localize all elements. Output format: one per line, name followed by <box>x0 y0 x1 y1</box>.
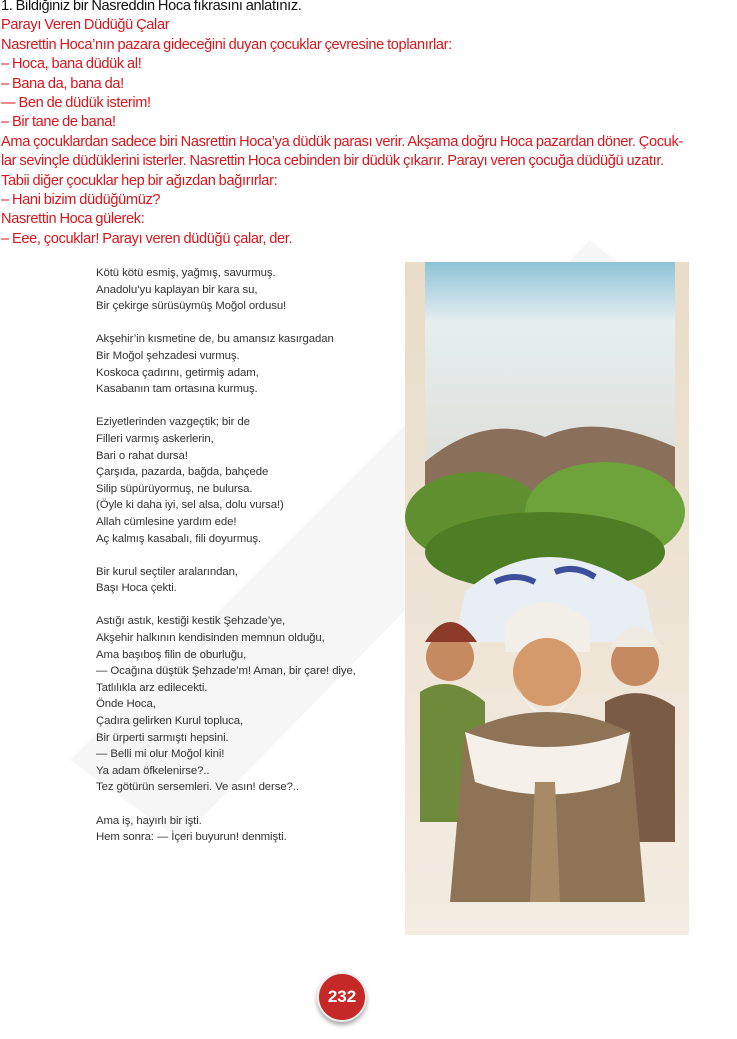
story-line: – Hoca, bana düdük al! <box>1 56 142 73</box>
poem-line: Silip süpürüyormuş, ne bulursa. <box>96 482 253 495</box>
poem-line: Akşehir halkının kendisinden memnun olduğu, <box>96 632 325 645</box>
poem-line: (Öyle ki daha iyi, sel alsa, dolu vursa!) <box>96 499 284 512</box>
poem <box>96 265 356 846</box>
poem-line: Bir kurul seçtiler aralarından, <box>96 565 238 578</box>
poem-line: — Ocağına düştük Şehzade’m! Aman, bir çare! diye, <box>96 665 356 678</box>
poem-line: Önde Hoca, <box>96 698 156 711</box>
story-line: – Eee, çocuklar! Parayı veren düdüğü çalar, der. <box>1 230 293 247</box>
poem-line: — Belli mi olur Moğol kini! <box>96 748 225 761</box>
poem-line: Allah cümlesine yardım ede! <box>96 515 237 528</box>
poem-line: Bir ürperti sarmıştı hepsini. <box>96 731 229 744</box>
poem-line: Ama iş, hayırlı bir işti. <box>96 814 202 827</box>
story-line: Tabii diğer çocuklar hep bir ağızdan bağırırlar: <box>1 172 278 189</box>
poem-line: Çarşıda, pazarda, bağda, bahçede <box>96 466 269 479</box>
stanza-gap <box>96 796 356 813</box>
poem-line: Bir çekirge sürüsüymüş Moğol ordusu! <box>96 300 287 313</box>
nasreddin-hoca-illustration <box>405 262 689 935</box>
poem-line: Hem sonra: — İçeri buyurun! denmişti. <box>96 831 287 844</box>
poem-line: Anadolu’yu kaplayan bir kara su, <box>96 283 258 296</box>
story-block <box>1 0 737 249</box>
poem-line: Ama başıboş filin de oburluğu, <box>96 648 247 661</box>
story-title: Parayı Veren Düdüğü Çalar <box>1 17 170 34</box>
poem-line: Kasabanın tam ortasına kurmuş. <box>96 383 258 396</box>
stanza-gap <box>96 547 356 564</box>
page-number-badge: 232 <box>317 972 367 1022</box>
stanza-gap <box>96 315 356 332</box>
poem-line: Kötü kötü esmiş, yağmış, savurmuş. <box>96 267 276 279</box>
story-line: – Hani bizim düdüğümüz? <box>1 192 161 209</box>
poem-line: Akşehir’in kısmetine de, bu amansız kasırgadan <box>96 333 334 346</box>
stanza-gap <box>96 597 356 614</box>
story-line: Ama çocuklardan sadece biri Nasrettin Hoca’ya düdük parası verir. Akşama doğru Hoca pazardan döner. Çocuk- <box>1 133 683 150</box>
story-line: – Bana da, bana da! <box>1 75 124 92</box>
poem-line: Eziyetlerinden vazgeçtik; bir de <box>96 416 250 429</box>
stanza-gap <box>96 398 356 415</box>
poem-line: Ya adam öfkelenirse?.. <box>96 764 210 777</box>
poem-line: Bari o rahat dursa! <box>96 449 188 462</box>
story-line: Nasrettin Hoca’nın pazara gideceğini duyan çocuklar çevresine toplanırlar: <box>1 36 452 53</box>
poem-line: Astığı astık, kestiği kestik Şehzade’ye, <box>96 615 286 628</box>
poem-line: Tatlılıkla arz edilecekti. <box>96 681 208 694</box>
poem-line: Filleri varmış askerlerin, <box>96 432 214 445</box>
question-heading: 1. Bildiğiniz bir Nasreddin Hoca fıkrasını anlatınız. <box>1 0 302 14</box>
poem-line: Aç kalmış kasabalı, fili doyurmuş. <box>96 532 261 545</box>
poem-line: Başı Hoca çekti. <box>96 582 177 595</box>
poem-line: Çadıra gelirken Kurul topluca, <box>96 715 244 728</box>
poem-line: Koskoca çadırını, getirmiş adam, <box>96 366 259 379</box>
story-line: lar sevinçle düdüklerini isterler. Nasrettin Hoca cebinden bir düdük çıkarır. Parayı veren çocuğa düdüğü uzatır. <box>1 153 664 170</box>
poem-line: Tez götürün sersemleri. Ve asın! derse?.. <box>96 781 299 794</box>
story-line: Nasrettin Hoca gülerek: <box>1 211 145 228</box>
story-line: – Bir tane de bana! <box>1 114 116 131</box>
poem-line: Bir Moğol şehzadesi vurmuş. <box>96 349 240 362</box>
story-line: — Ben de düdük isterim! <box>1 95 151 112</box>
